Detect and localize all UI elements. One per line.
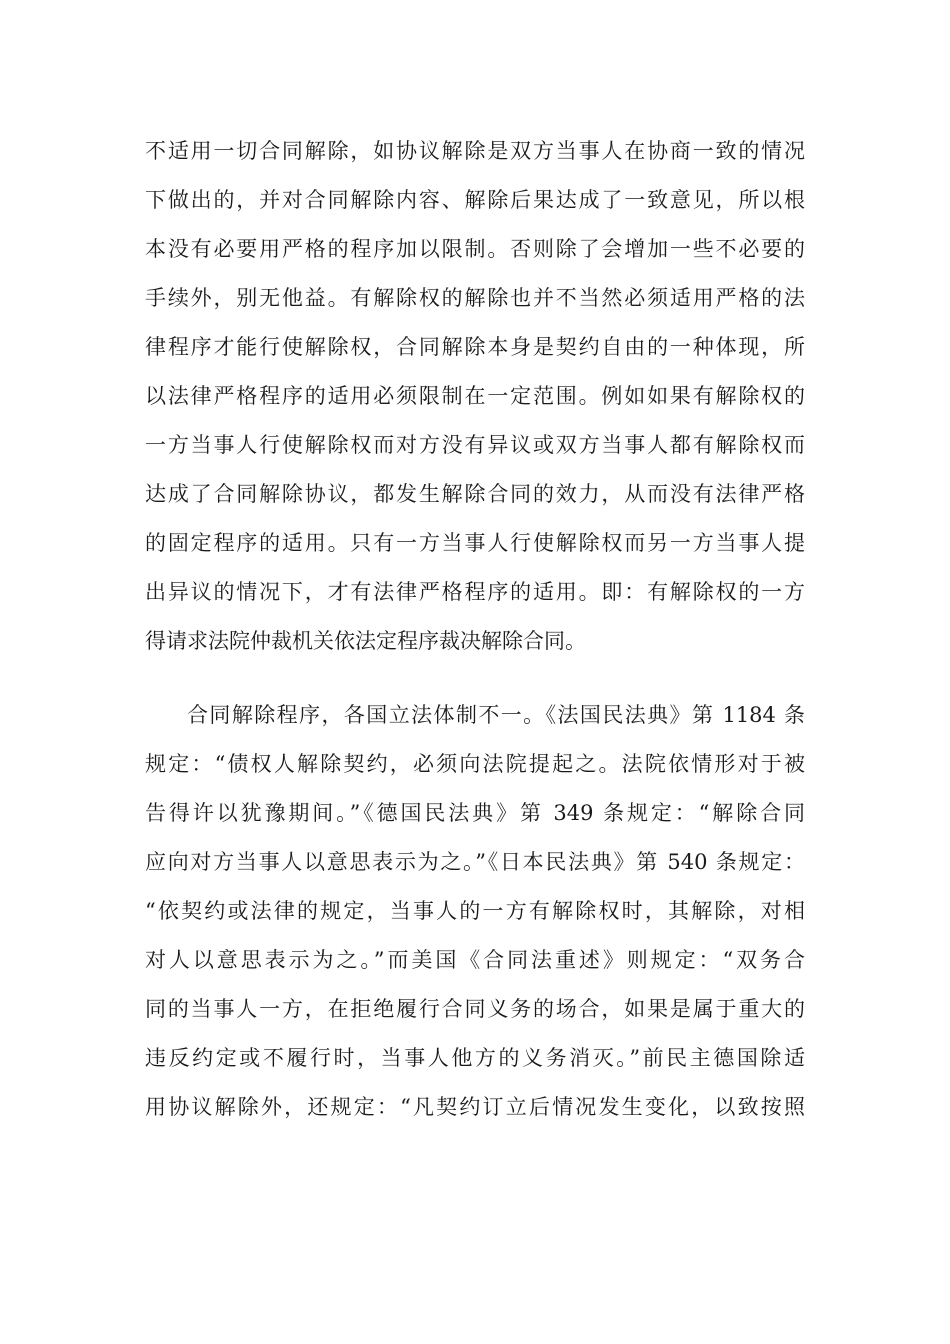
paragraph-2-line-2: 规定：“债权人解除契约，必须向法院提起之。法院依情形对于被 [145, 752, 805, 776]
paragraph-1-line-11: 得请求法院仲裁机关依法定程序裁决解除合同。 [145, 629, 586, 653]
paragraph-1-line-7: 一方当事人行使解除权而对方没有异议或双方当事人都有解除权而 [145, 433, 805, 457]
paragraph-2-line-1: 合同解除程序，各国立法体制不一。《法国民法典》第 1184 条 [187, 703, 805, 727]
paragraph-1-line-9: 的固定程序的适用。只有一方当事人行使解除权而另一方当事人提 [145, 531, 805, 555]
paragraph-2-line-8: 违反约定或不履行时，当事人他方的义务消灭。”前民主德国除适 [145, 1046, 805, 1070]
paragraph-2-line-7: 同的当事人一方，在拒绝履行合同义务的场合，如果是属于重大的 [145, 997, 805, 1021]
paragraph-1-line-8: 达成了合同解除协议，都发生解除合同的效力，从而没有法律严格 [145, 482, 805, 506]
paragraph-2-line-6: 对人以意思表示为之。”而美国《合同法重述》则规定：“双务合 [145, 948, 805, 972]
paragraph-2-line-3: 告得许以犹豫期间。”《德国民法典》第 349 条规定：“解除合同 [145, 801, 805, 825]
paragraph-1-line-5: 律程序才能行使解除权，合同解除本身是契约自由的一种体现，所 [145, 335, 805, 359]
paragraph-1-line-4: 手续外，别无他益。有解除权的解除也并不当然必须适用严格的法 [145, 286, 805, 310]
paragraph-1-line-6: 以法律严格程序的适用必须限制在一定范围。例如如果有解除权的 [145, 384, 805, 408]
paragraph-1-line-3: 本没有必要用严格的程序加以限制。否则除了会增加一些不必要的 [145, 237, 805, 261]
paragraph-1-line-2: 下做出的，并对合同解除内容、解除后果达成了一致意见，所以根 [145, 188, 805, 212]
paragraph-2-line-5: “依契约或法律的规定，当事人的一方有解除权时，其解除，对相 [145, 899, 805, 923]
paragraph-2-line-9: 用协议解除外，还规定：“凡契约订立后情况发生变化，以致按照 [145, 1095, 805, 1119]
paragraph-2-line-4: 应向对方当事人以意思表示为之。”《日本民法典》第 540 条规定： [145, 850, 805, 874]
paragraph-1-line-1: 不适用一切合同解除，如协议解除是双方当事人在协商一致的情况 [145, 139, 805, 163]
paragraph-1-line-10: 出异议的情况下，才有法律严格程序的适用。即：有解除权的一方 [145, 580, 805, 604]
